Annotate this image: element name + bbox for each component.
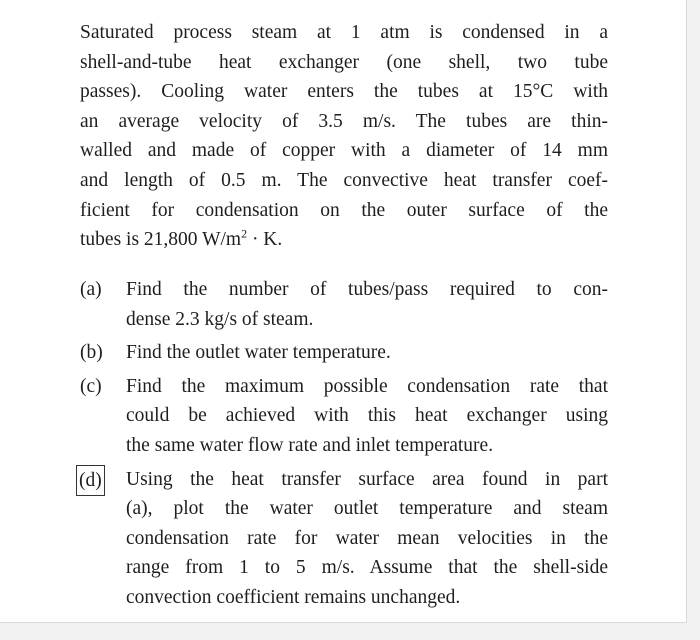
intro-last-text: tubes is 21,800 W/m — [80, 229, 242, 251]
intro-line: passes). Cooling water enters the tubes at 15°C with — [80, 81, 608, 103]
part-line: could be achieved with this heat exchanger using — [126, 405, 608, 427]
part-line: Find the maximum possible condensation rate that — [126, 375, 608, 397]
intro-line: ficient for condensation on the outer surface of the — [80, 199, 608, 221]
part-line: (a), plot the water outlet temperature and steam — [126, 498, 608, 520]
part-label: (b) — [80, 342, 103, 364]
part-line: range from 1 to 5 m/s. Assume that the shell-side — [126, 557, 608, 579]
part-d — [80, 465, 608, 613]
part-line: convection coefficient remains unchanged. — [126, 586, 461, 608]
part-line: Using the heat transfer surface area found in part — [126, 468, 608, 490]
part-c — [80, 372, 608, 461]
intro-line: Saturated process steam at 1 atm is condensed in a — [80, 22, 608, 43]
problem-statement — [80, 18, 608, 255]
part-b — [80, 338, 608, 368]
intro-last-line — [80, 225, 608, 255]
part-label: (c) — [80, 375, 102, 397]
unit-exponent: 2 — [241, 226, 248, 241]
intro-line: and length of 0.5 m. The convective heat transfer coef- — [80, 169, 608, 191]
part-label-boxed: (d) — [76, 465, 105, 497]
part-line: condensation rate for water mean velocities in the — [126, 527, 608, 549]
intro-line: an average velocity of 3.5 m/s. The tubes are thin- — [80, 110, 608, 132]
part-line: the same water flow rate and inlet temperature. — [126, 434, 494, 456]
part-a — [80, 275, 608, 334]
part-line: Find the number of tubes/pass required to con- — [126, 279, 608, 300]
part-line: dense 2.3 kg/s of steam. — [126, 308, 314, 330]
intro-last-suffix: · K. — [247, 229, 283, 251]
part-text — [126, 338, 608, 368]
part-label: (a) — [80, 279, 102, 300]
part-text — [126, 372, 608, 461]
intro-line: walled and made of copper with a diameter of 14 mm — [80, 140, 608, 162]
part-text — [126, 465, 608, 613]
part-text — [126, 275, 608, 334]
intro-line: shell-and-tube heat exchanger (one shell, two tube — [80, 51, 608, 73]
problem-parts — [80, 275, 608, 613]
part-line: Find the outlet water temperature. — [126, 342, 391, 364]
